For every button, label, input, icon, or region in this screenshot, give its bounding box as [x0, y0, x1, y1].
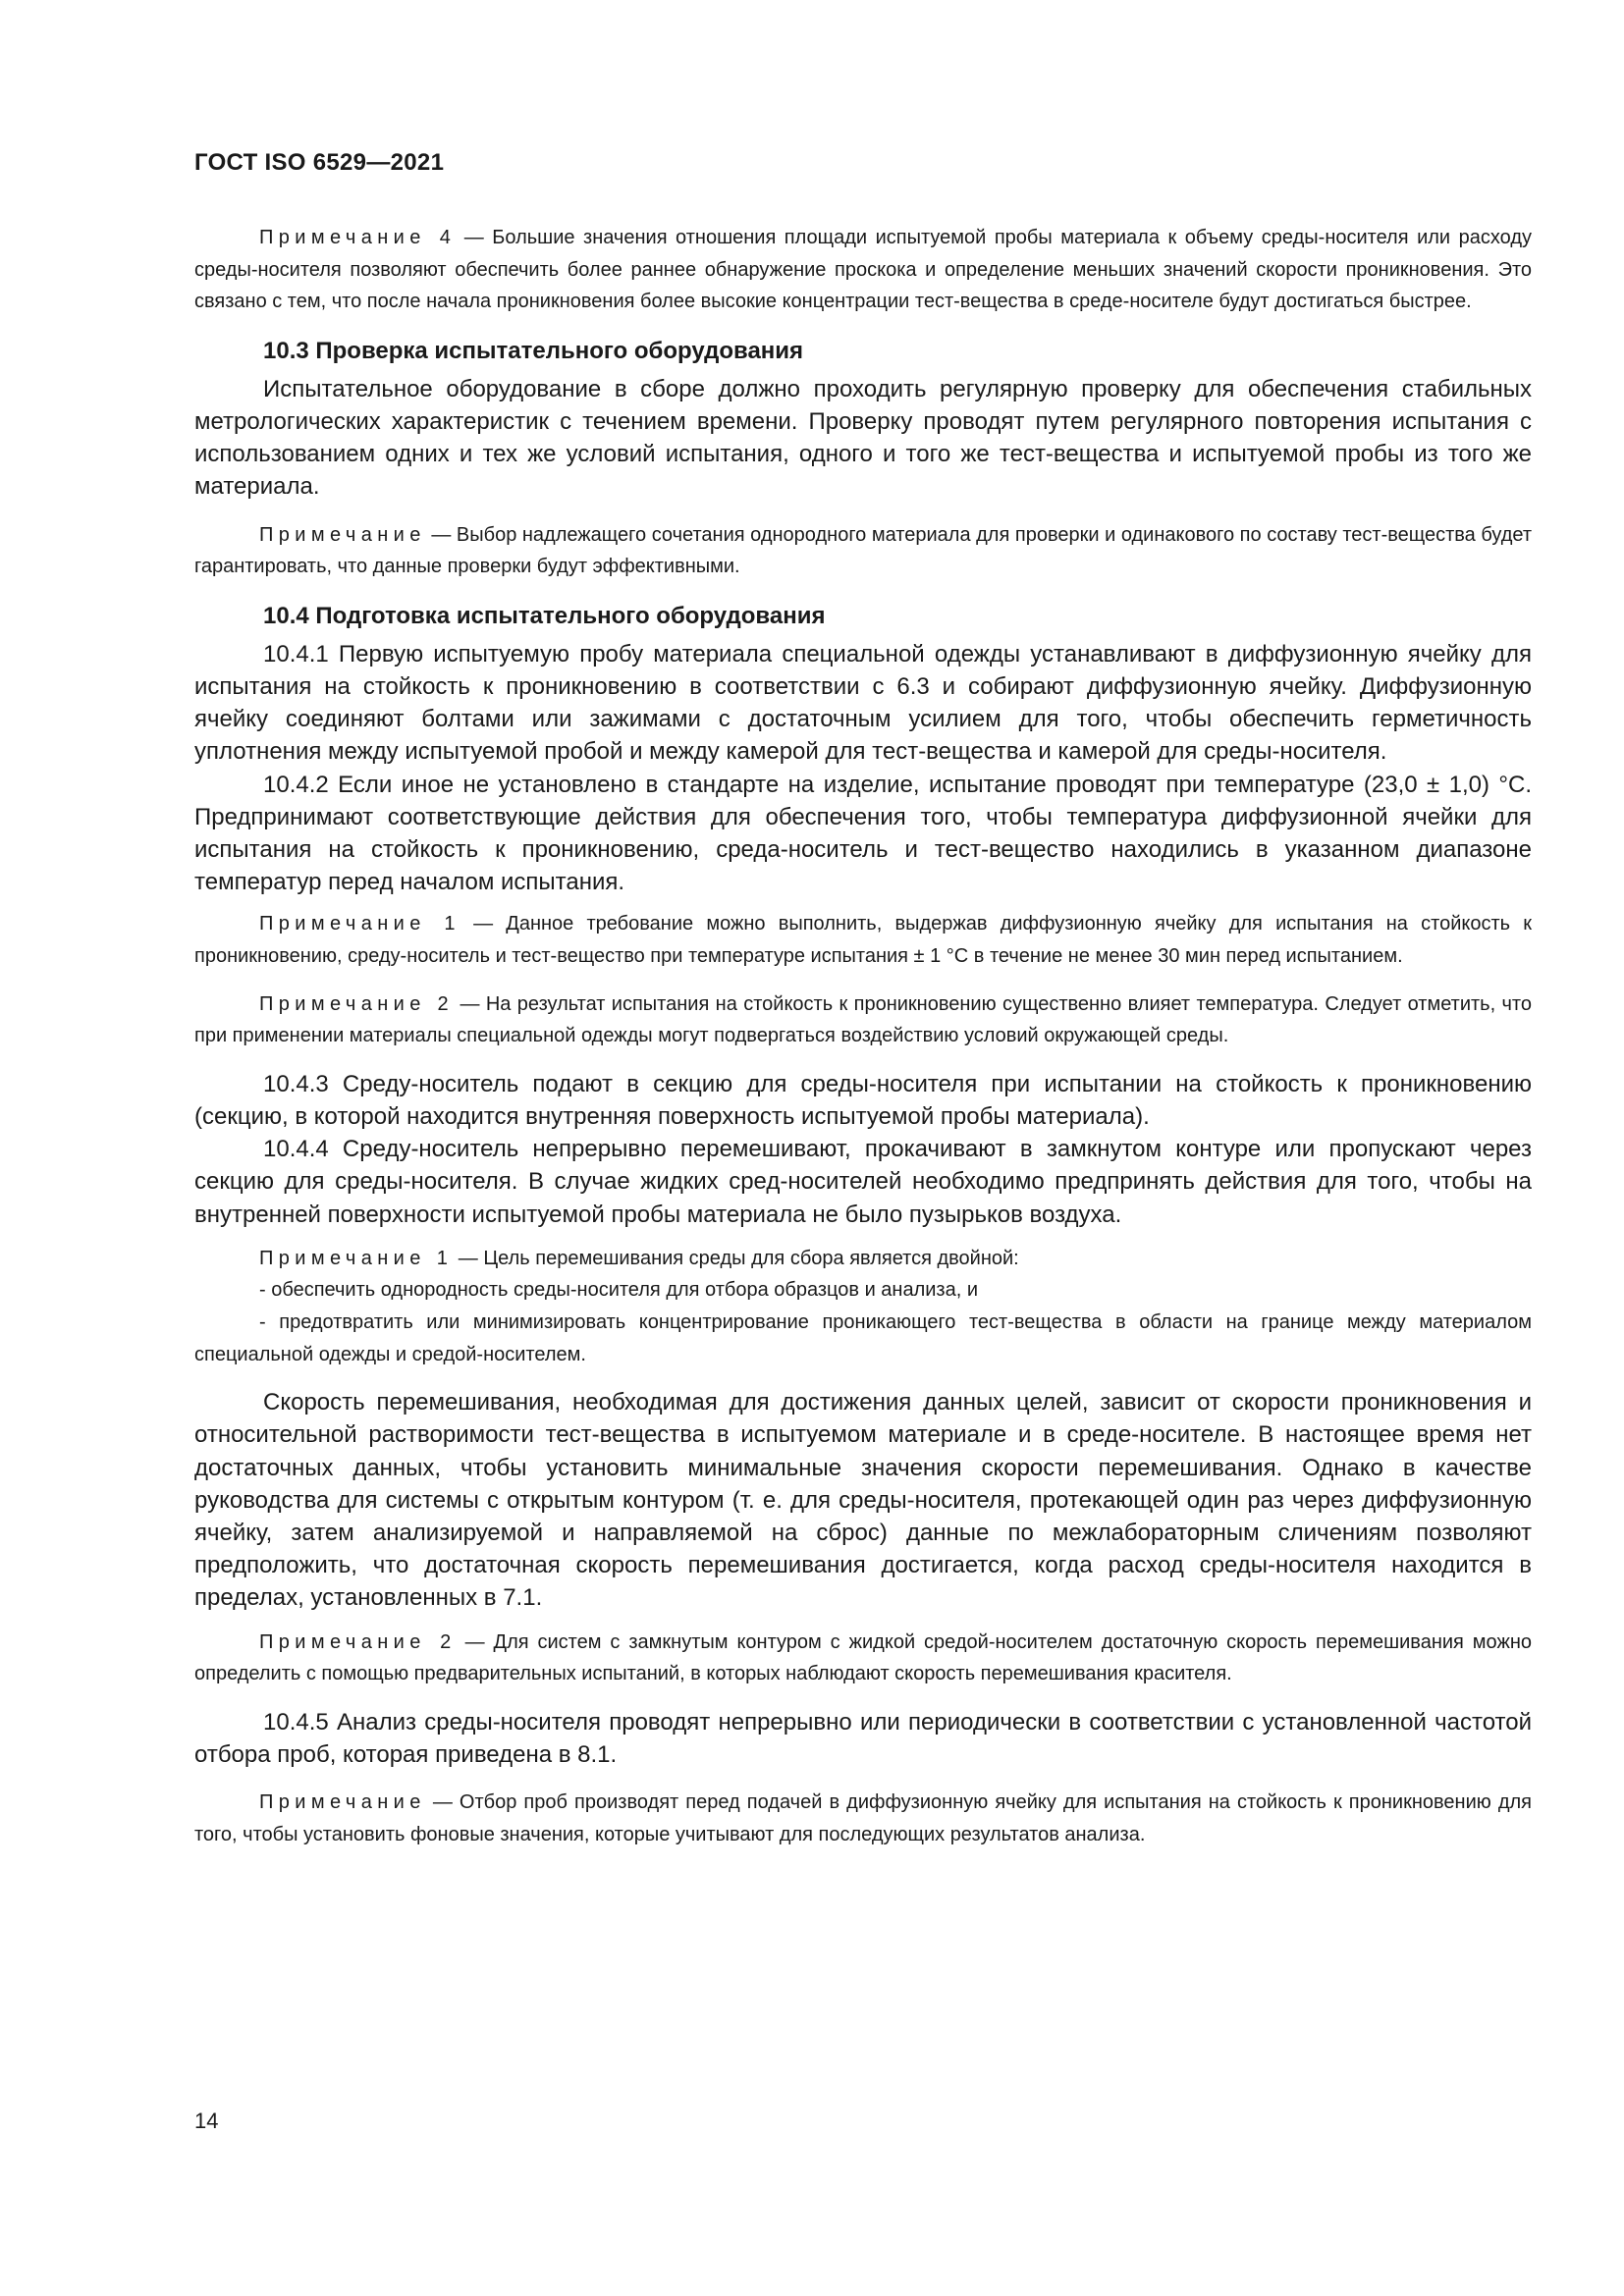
note-10-4-2-2	[194, 988, 1532, 1052]
note-label: Примечание 2	[259, 992, 455, 1015]
note-4	[194, 222, 1532, 318]
note-text: — Цель перемешивания среды для сбора является двойной:	[453, 1247, 1019, 1269]
note-text: — Большие значения отношения площади испытуемой пробы материала к объему среды-носителя или расходу среды-носителя позволяют обеспечить более раннее обнаружение проскока и определение меньших значений скорости проникновения. Это связано с тем, что после начала проникновения более высокие концентрации тест-вещества в среде-носителе будут достигаться быстрее.	[194, 227, 1532, 313]
note-mixing-speed	[194, 1627, 1532, 1690]
list-item: - обеспечить однородность среды-носителя для отбора образцов и анализа, и	[259, 1279, 979, 1302]
page-content	[194, 222, 1532, 1850]
note-text: — Данное требование можно выполнить, выдержав диффузионную ячейку для испытания на стойкость к проникновению, среду-носитель и тест-вещество при температуре испытания ± 1 °C в течение не менее 30 мин перед испытанием.	[194, 913, 1532, 967]
section-heading-10-3: 10.3 Проверка испытательного оборудования	[263, 337, 804, 364]
paragraph-10-4-2: 10.4.2 Если иное не установлено в стандарте на изделие, испытание проводят при температуре (23,0 ± 1,0) °C. Предпринимают соответствующие действия для обеспечения того, чтобы температура диффузионной ячейки для испытания на стойкость к проникновению, среда-носитель и тест-вещество находились в указанном диапазоне температур перед началом испытания.	[194, 771, 1532, 896]
note-label: Примечание 2	[259, 1630, 457, 1653]
note-label: Примечание 1	[259, 1247, 454, 1269]
note-label: Примечание	[259, 523, 426, 546]
note-10-4-5	[194, 1787, 1532, 1850]
paragraph-10-3: Испытательное оборудование в сборе должно проходить регулярную проверку для обеспечения стабильных метрологических характеристик с течением времени. Проверку проводят путем регулярного повторения испытания с использованием одних и тех же условий испытания, одного и того же тест-вещества и испытуемой пробы из того же материала.	[194, 375, 1532, 501]
list-item: - предотвратить или минимизировать концентрирование проникающего тест-вещества в области на границе между материалом специальной одежды и средой-носителем.	[194, 1310, 1532, 1365]
note-label: Примечание	[259, 1791, 426, 1814]
note-text: — Выбор надлежащего сочетания однородного материала для проверки и одинакового по составу тест-вещества будет гарантировать, что данные проверки будут эффективными.	[194, 523, 1532, 578]
note-text: — На результат испытания на стойкость к проникновению существенно влияет температура. Следует отметить, что при применении материалы специальной одежды могут подвергаться воздействию условий окружающей среды.	[194, 992, 1532, 1047]
paragraph-mixing-speed: Скорость перемешивания, необходимая для достижения данных целей, зависит от скорости проникновения и относительной растворимости тест-вещества в испытуемом материале и в среде-носителе. В настоящее время нет достаточных данных, чтобы установить минимальные значения скорости перемешивания. Однако в качестве руководства для системы с открытым контуром (т. е. для среды-носителя, протекающей один раз через диффузионную ячейку, затем анализируемой и направляемой на сброс) данные по межлабораторным сличениям позволяют предположить, что достаточная скорость перемешивания достигается, когда расход среды-носителя находится в пределах, установленных в 7.1.	[194, 1389, 1532, 1612]
note-label: Примечание 1	[259, 913, 460, 935]
paragraph-10-4-5: 10.4.5 Анализ среды-носителя проводят непрерывно или периодически в соответствии с установленной частотой отбора проб, которая приведена в 8.1.	[194, 1708, 1532, 1768]
note-10-4-2-1	[194, 908, 1532, 972]
note-text: — Отбор проб производят перед подачей в диффузионную ячейку для испытания на стойкость к проникновению для того, чтобы установить фоновые значения, которые учитывают для последующих результатов анализа.	[194, 1791, 1532, 1845]
paragraph-10-4-4: 10.4.4 Среду-носитель непрерывно перемешивают, прокачивают в замкнутом контуре или пропускают через секцию для среды-носителя. В случае жидких сред-носителей необходимо предпринять действия для того, чтобы на внутренней поверхности испытуемой пробы материала не было пузырьков воздуха.	[194, 1136, 1532, 1228]
note-10-4-4-1	[194, 1243, 1532, 1275]
page-number: 14	[194, 2109, 219, 2133]
note-10-3	[194, 519, 1532, 583]
note-text: — Для систем с замкнутым контуром с жидкой средой-носителем достаточную скорость перемешивания можно определить с помощью предварительных испытаний, в которых наблюдают скорость перемешивания красителя.	[194, 1630, 1533, 1685]
section-heading-10-4: 10.4 Подготовка испытательного оборудования	[263, 602, 826, 629]
paragraph-10-4-3: 10.4.3 Среду-носитель подают в секцию для среды-носителя при испытании на стойкость к проникновению (секцию, в которой находится внутренняя поверхность испытуемой пробы материала).	[194, 1070, 1532, 1130]
paragraph-10-4-1: 10.4.1 Первую испытуемую пробу материала специальной одежды устанавливают в диффузионную ячейку для испытания на стойкость к проникновению в соответствии с 6.3 и собирают диффузионную ячейку. Диффузионную ячейку соединяют болтами или зажимами с достаточным усилием для того, чтобы обеспечить герметичность уплотнения между испытуемой пробой и между камерой для тест-вещества и камерой для среды-носителя.	[194, 640, 1532, 766]
note-label: Примечание 4	[259, 227, 457, 248]
page-header-title: ГОСТ ISO 6529—2021	[194, 149, 445, 176]
